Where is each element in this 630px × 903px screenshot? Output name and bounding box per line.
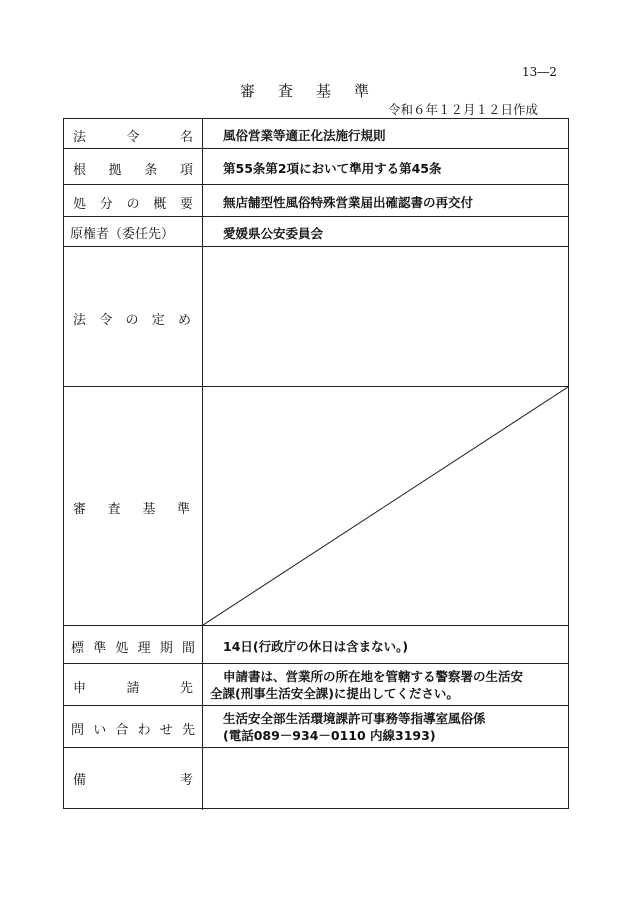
value-apply-to: 申請書は、営業所の所在地を管轄する警察署の生活安 全課(刑事生活安全課)に提出してください。 xyxy=(210,669,524,701)
label-disposition: 処 分 の 概 要 xyxy=(64,185,203,216)
document-number: 13―2 xyxy=(522,65,557,79)
row-provision xyxy=(64,247,568,387)
label-law-name: 法 令 名 xyxy=(64,119,203,148)
row-authority xyxy=(64,217,568,247)
row-contact xyxy=(64,706,568,748)
value-period: 14日(行政庁の休日は含まない。) xyxy=(223,639,409,654)
label-provision: 法 令 の 定 め xyxy=(64,247,203,386)
title-char: 準 xyxy=(354,82,370,100)
label-authority: 原権者（委任先） xyxy=(64,217,203,246)
value-law-name: 風俗営業等適正化法施行規則 xyxy=(223,128,386,143)
label-basis: 根 拠 条 項 xyxy=(64,149,203,184)
row-apply-to xyxy=(64,664,568,706)
title-char: 査 xyxy=(278,82,294,100)
row-disposition xyxy=(64,185,568,217)
label-apply-to: 申 請 先 xyxy=(64,664,203,705)
value-contact: 生活安全部生活環境課許可事務等指導室風俗係 (電話089－934－0110 内線3193) xyxy=(223,711,486,743)
row-period xyxy=(64,626,568,664)
value-remarks xyxy=(203,748,568,810)
value-provision xyxy=(203,247,568,386)
page-title xyxy=(240,80,392,101)
value-basis: 第55条第2項において準用する第45条 xyxy=(223,161,442,176)
label-period: 標 準 処 理 期 間 xyxy=(64,626,203,663)
label-contact: 問 い 合 わ せ 先 xyxy=(64,706,203,747)
row-remarks xyxy=(64,748,568,810)
criteria-table xyxy=(63,118,569,809)
value-disposition: 無店舗型性風俗特殊営業届出確認書の再交付 xyxy=(223,195,474,210)
label-remarks: 備 考 xyxy=(64,748,203,810)
value-criteria xyxy=(203,387,568,625)
diagonal-slash xyxy=(203,387,568,625)
title-char: 審 xyxy=(240,82,256,100)
title-char: 基 xyxy=(316,82,332,100)
label-criteria: 審 査 基 準 xyxy=(64,387,203,625)
created-date: 令和６年１２月１２日作成 xyxy=(388,102,539,117)
row-criteria xyxy=(64,387,568,626)
row-law-name xyxy=(64,119,568,149)
value-authority: 愛媛県公安委員会 xyxy=(223,226,324,241)
row-basis xyxy=(64,149,568,185)
